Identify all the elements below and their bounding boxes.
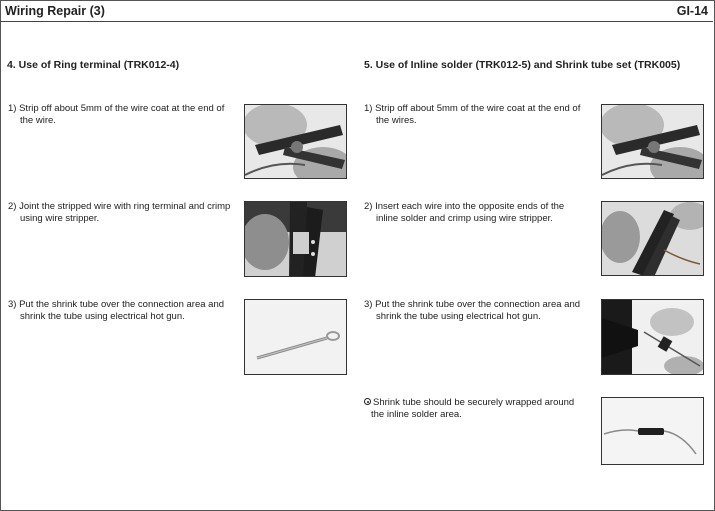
note-text-line1: Shrink tube should be securely wrapped around [373,397,575,408]
step-text-line2: using wire stripper. [20,213,100,224]
step-text-line1: Joint the stripped wire with ring terminal and crimp [19,201,231,212]
note-text-line2: the inline solder area. [371,409,462,420]
inline-step-3 [364,299,600,323]
step-text-line2: the wire. [20,115,56,126]
crimp-ring-terminal-photo [244,201,347,277]
page-title: Wiring Repair (3) [5,4,105,18]
step-number: 3) [364,299,373,310]
shrink-tube-wrapped-photo [601,397,704,465]
step-number: 1) [8,103,17,114]
step-text-line1: Insert each wire into the opposite ends of the [375,201,565,212]
inline-step-2 [364,201,600,225]
wire-stripper-photo [601,104,704,179]
step-text-line1: Put the shrink tube over the connection area and [19,299,225,310]
step-text-line1: Strip off about 5mm of the wire coat at the end of [375,103,581,114]
ring-terminal-photo [244,299,347,375]
page-header [0,0,713,22]
step-text-line1: Put the shrink tube over the connection area and [375,299,581,310]
ring-step-3 [8,299,244,323]
step-text-line2: shrink the tube using electrical hot gun. [376,311,541,322]
page-number: GI-14 [676,4,708,18]
note-bullet-icon [364,398,371,405]
step-text-line2: shrink the tube using electrical hot gun. [20,311,185,322]
ring-step-1 [8,103,244,127]
step-number: 2) [8,201,17,212]
inline-step-1 [364,103,600,127]
step-text-line2: the wires. [376,115,417,126]
step-text-line1: Strip off about 5mm of the wire coat at the end of [19,103,225,114]
step-number: 3) [8,299,17,310]
section-title-inline-solder: 5. Use of Inline solder (TRK012-5) and Shrink tube set (TRK005) [364,59,681,71]
ring-step-2 [8,201,244,225]
step-number: 2) [364,201,373,212]
heat-gun-photo [601,299,704,375]
section-title-ring-terminal: 4. Use of Ring terminal (TRK012-4) [7,59,180,71]
step-text-line2: inline solder and crimp using wire stripper. [376,213,553,224]
step-number: 1) [364,103,373,114]
wire-stripper-photo [244,104,347,179]
inline-note [364,397,596,421]
crimp-inline-solder-photo [601,201,704,276]
